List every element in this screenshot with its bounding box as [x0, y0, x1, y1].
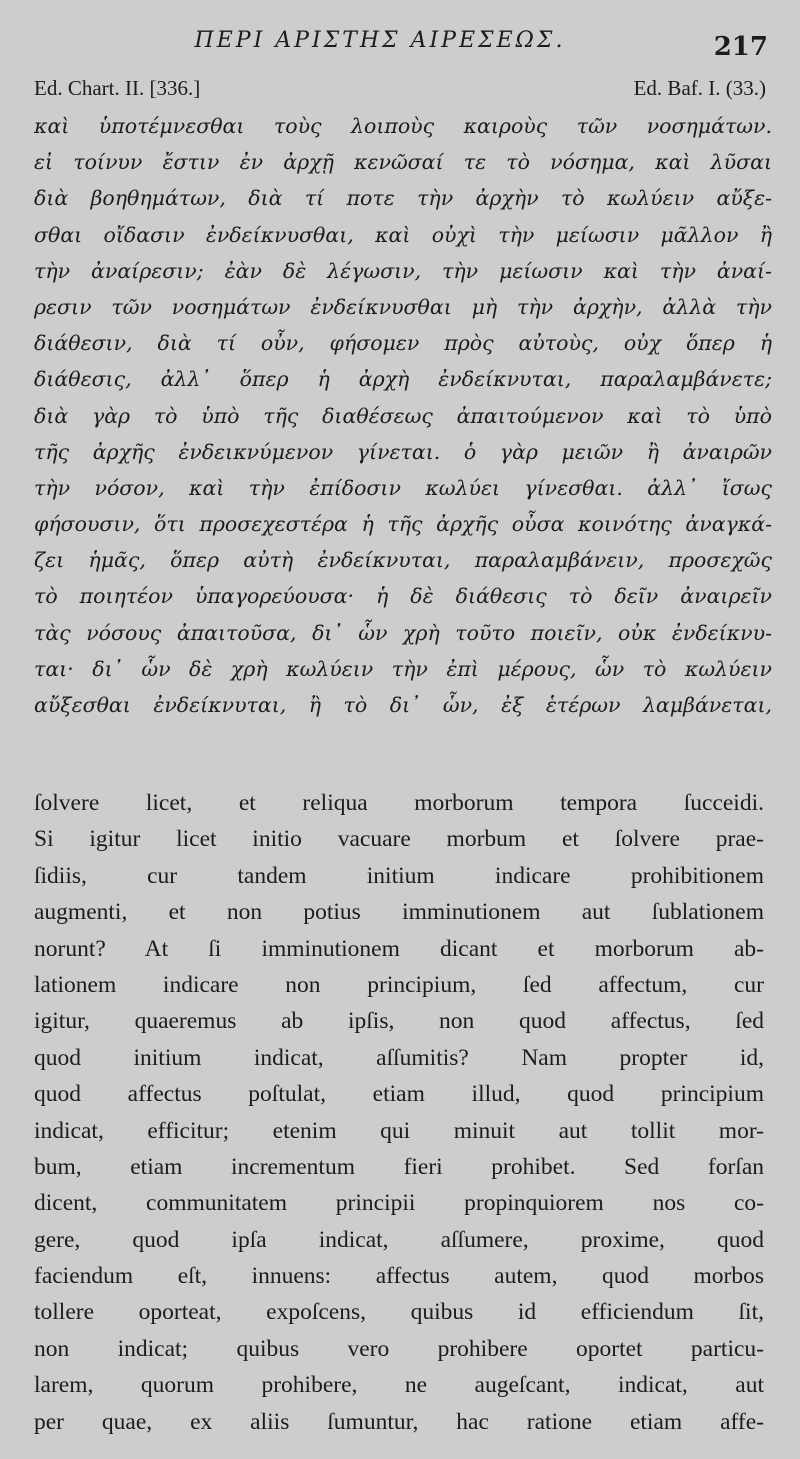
latin-line: lationem indicare non principium, ſed affectum, cur	[34, 971, 764, 998]
greek-line: φήσουσιν, ὅτι προσεχεστέρα ἡ τῆς ἀρχῆς οὖσα κοινότης ἀναγκά-	[34, 512, 772, 537]
latin-line: larem, quorum prohibere, ne augeſcant, indicat, aut	[34, 1372, 764, 1399]
greek-line: διάθεσις, ἀλλ᾽ ὅπερ ἡ ἀρχὴ ἐνδείκνυται, παραλαμβάνετε;	[34, 367, 772, 392]
greek-line: τὴν ἀναίρεσιν; ἐὰν δὲ λέγωσιν, τὴν μείωσιν καὶ τὴν ἀναί-	[34, 258, 772, 283]
latin-line: quod affectus poſtulat, etiam illud, quod principium	[34, 1081, 764, 1108]
latin-line: bum, etiam incrementum fieri prohibet. Sed forſan	[34, 1153, 764, 1180]
greek-line: τὸ ποιητέον ὑπαγορεύουσα· ἡ δὲ διάθεσις τὸ δεῖν ἀναιρεῖν	[34, 584, 772, 609]
latin-line: Si igitur licet initio vacuare morbum et ſolvere prae-	[34, 826, 764, 853]
edition-reference-right: Ed. Baf. I. (33.)	[633, 76, 766, 100]
latin-line: indicat, efficitur; etenim qui minuit aut tollit mor-	[34, 1117, 764, 1144]
greek-line: διάθεσιν, διὰ τί οὖν, φήσομεν πρὸς αὐτοὺς, οὐχ ὅπερ ἡ	[34, 331, 772, 356]
greek-line: διὰ βοηθημάτων, διὰ τί ποτε τὴν ἀρχὴν τὸ κωλύειν αὔξε-	[34, 186, 772, 211]
latin-line: tollere oporteat, expoſcens, quibus id efficiendum ſit,	[34, 1299, 764, 1326]
greek-line: σθαι οἴδασιν ἐνδείκνυσθαι, καὶ οὐχὶ τὴν μείωσιν μᾶλλον ἢ	[34, 222, 772, 247]
greek-line: τὴν νόσον, καὶ τὴν ἐπίδοσιν κωλύει γίνεσθαι. ἀλλ᾽ ἴσως	[34, 475, 772, 500]
latin-line: faciendum eſt, innuens: affectus autem, quod morbos	[34, 1263, 764, 1290]
latin-line: non indicat; quibus vero prohibere oportet particu-	[34, 1335, 764, 1362]
greek-line: εἰ τοίνυν ἔστιν ἐν ἀρχῇ κενῶσαί τε τὸ νόσημα, καὶ λῦσαι	[34, 150, 772, 175]
latin-line: gere, quod ipſa indicat, aſſumere, proxime, quod	[34, 1226, 764, 1253]
greek-line: τῆς ἀρχῆς ἐνδεικνύμενον γίνεται. ὁ γὰρ μειῶν ἢ ἀναιρῶν	[34, 439, 772, 464]
greek-line: αὔξεσθαι ἐνδείκνυται, ἢ τὸ δι᾽ ὧν, ἐξ ἑτέρων λαμβάνεται,	[34, 693, 772, 717]
greek-line: ζει ἡμᾶς, ὅπερ αὐτὴ ἐνδείκνυται, παραλαμβάνειν, προσεχῶς	[34, 548, 772, 573]
latin-line: ſidiis, cur tandem initium indicare prohibitionem	[34, 862, 764, 889]
latin-line: per quae, ex aliis ſumuntur, hac ratione etiam affe-	[34, 1408, 764, 1435]
running-title: ΠΕΡΙ ΑΡΙΣΤΗΣ ΑΙΡΕΣΕΩΣ.	[194, 28, 566, 53]
latin-line: ſolvere licet, et reliqua morborum tempora ſucceidi.	[34, 790, 764, 816]
latin-line: quod initium indicat, aſſumitis? Nam propter id,	[34, 1044, 764, 1071]
page-number: 217	[713, 32, 768, 62]
greek-line: τὰς νόσους ἀπαιτοῦσα, δι᾽ ὧν χρὴ τοῦτο ποιεῖν, οὐκ ἐνδείκνυ-	[34, 620, 772, 645]
latin-text-block	[34, 785, 764, 1440]
greek-text-block	[34, 108, 772, 723]
latin-line: dicent, communitatem principii propinquiorem nos co-	[34, 1190, 764, 1217]
greek-line: ται· δι᾽ ὧν δὲ χρὴ κωλύειν τὴν ἐπὶ μέρους, ὧν τὸ κωλύειν	[34, 656, 772, 681]
latin-line: igitur, quaeremus ab ipſis, non quod affectus, ſed	[34, 1008, 764, 1035]
edition-reference-left: Ed. Chart. II. [336.]	[34, 76, 201, 100]
greek-line: διὰ γὰρ τὸ ὑπὸ τῆς διαθέσεως ἀπαιτούμενον καὶ τὸ ὑπὸ	[34, 403, 772, 428]
latin-line: norunt? At ſi imminutionem dicant et morborum ab-	[34, 935, 764, 962]
latin-line: augmenti, et non potius imminutionem aut ſublationem	[34, 899, 764, 926]
greek-line: ρεσιν τῶν νοσημάτων ἐνδείκνυσθαι μὴ τὴν ἀρχὴν, ἀλλὰ τὴν	[34, 294, 772, 319]
greek-line: καὶ ὑποτέμνεσθαι τοὺς λοιποὺς καιροὺς τῶν νοσημάτων.	[34, 114, 772, 138]
